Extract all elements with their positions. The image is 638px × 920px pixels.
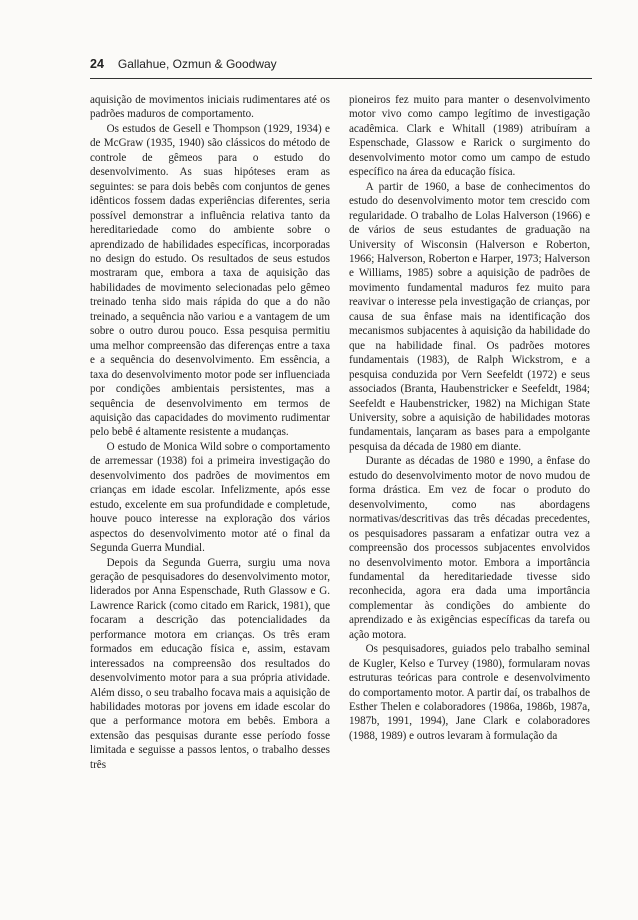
header-rule (90, 78, 592, 79)
paragraph: aquisição de movimentos iniciais rudimentares até os padrões maduros de comportamento. (90, 94, 330, 121)
left-column (90, 93, 330, 772)
paragraph: Os pesquisadores, guiados pelo trabalho seminal de Kugler, Kelso e Turvey (1980), formularam novas estruturas teóricas para controle e desenvolvimento do comportamento motor. A partir daí, os trabalhos de Esther Thelen e colaboradores (1986a, 1986b, 1987a, 1987b, 1991, 1994), Jane Clark e colaboradores (1988, 1989) e outros levaram à formulação da (349, 643, 590, 742)
paragraph: pioneiros fez muito para manter o desenvolvimento motor vivo como campo legítimo de investigação acadêmica. Clark e Whitall (1989) atribuíram a Espenschade, Glassow e Rarick o surgimento do desenvolvimento motor como um campo de estudo específico na área da educação física. (349, 94, 590, 179)
paragraph: A partir de 1960, a base de conhecimentos do estudo do desenvolvimento motor tem crescido com regularidade. O trabalho de Lolas Halverson (1966) e de vários de seus estudantes de graduação na University of Wisconsin (Halverson e Roberton, 1966; Halverson, Roberton e Harper, 1973; Halverson e Williams, 1985) sobre a aquisição de padrões de movimento fundamental maduros fez muito para reavivar o interesse pela investigação de crianças, por causa de sua ênfase mais na identificação dos mecanismos subjacentes à aquisição da habilidade do que na habilidade final. Os padrões motores fundamentais (1983), de Ralph Wickstrom, e a pesquisa conduzida por Vern Seefeldt (1972) e seus associados (Branta, Haubenstricker e Seefeldt, 1984; Seefeldt e Haubenstricker, 1982) na Michigan State University, sobre a aquisição de habilidades motoras fundamentais, lançaram as bases para a empolgante pesquisa da década de 1980 em diante. (349, 180, 590, 453)
paragraph: Depois da Segunda Guerra, surgiu uma nova geração de pesquisadores do desenvolvimento motor, liderados por Anna Espenschade, Ruth Glassow e G. Lawrence Rarick (como citado em Rarick, 1981), que focaram a descrição das potencialidades da performance motora em crianças. Os três eram formados em educação física e, assim, estavam interessados na compreensão dos resultados do desenvolvimento motor para a sua própria atividade. Além disso, o seu trabalho focava mais a aquisição de habilidades motoras por jovens em idade escolar do que a performance motora em bebês. Embora a extensão das pesquisas durante esse período fosse limitada e seguisse a passos lentos, o trabalho desses três (90, 556, 330, 771)
page-number: 24 (90, 57, 104, 71)
running-title: Gallahue, Ozmun & Goodway (117, 57, 277, 71)
right-column (349, 93, 590, 743)
paragraph: Durante as décadas de 1980 e 1990, a ênfase do estudo do desenvolvimento motor de novo mudou de forma drástica. Em vez de focar o produto do desenvolvimento, como nas abordagens normativas/descritivas das três décadas precedentes, os pesquisadores passaram a enfatizar outra vez a compreensão dos processos subjacentes envolvidos no desenvolvimento motor. Embora a importância fundamental da hereditariedade tivesse sido reconhecida, agora era dada uma importância complementar às condições do ambiente do aprendizado e às exigências específicas da tarefa ou ação motora. (349, 455, 590, 641)
running-header (90, 57, 590, 77)
paragraph: Os estudos de Gesell e Thompson (1929, 1934) e de McGraw (1935, 1940) são clássicos do método de controle de gêmeos para o estudo do desenvolvimento. As suas hipóteses eram as seguintes: se para dois bebês com conjuntos de genes idênticos fossem dadas experiências diferentes, seria possível demonstrar a influência relativa tanto da hereditariedade como do ambiente sobre o aprendizado de habilidades específicas, incorporadas no design do estudo. Os resultados de seus estudos mostraram que, embora a taxa de aquisição das habilidades de movimento selecionadas pelo gêmeo treinado tenha sido mais rápida do que a do não treinado, a sequência não variou e a vantagem de um sobre o outro durou pouco. Essa pesquisa permitiu uma melhor compreensão das diferenças entre a taxa e a sequência do desenvolvimento. Em essência, a taxa do desenvolvimento motor pode ser influenciada por condições ambientais persistentes, mas a sequência de desenvolvimento em termos de aquisição das capacidades do movimento rudimentar pelo bebê é altamente resistente a mudanças. (90, 122, 330, 439)
paragraph: O estudo de Monica Wild sobre o comportamento de arremessar (1938) foi a primeira investigação do desenvolvimento dos padrões de movimentos em crianças em idade escolar. Infelizmente, após esse estudo, excelente em sua profundidade e completude, houve pouco interesse na exploração dos vários aspectos do desenvolvimento motor até o final da Segunda Guerra Mundial. (90, 440, 330, 555)
